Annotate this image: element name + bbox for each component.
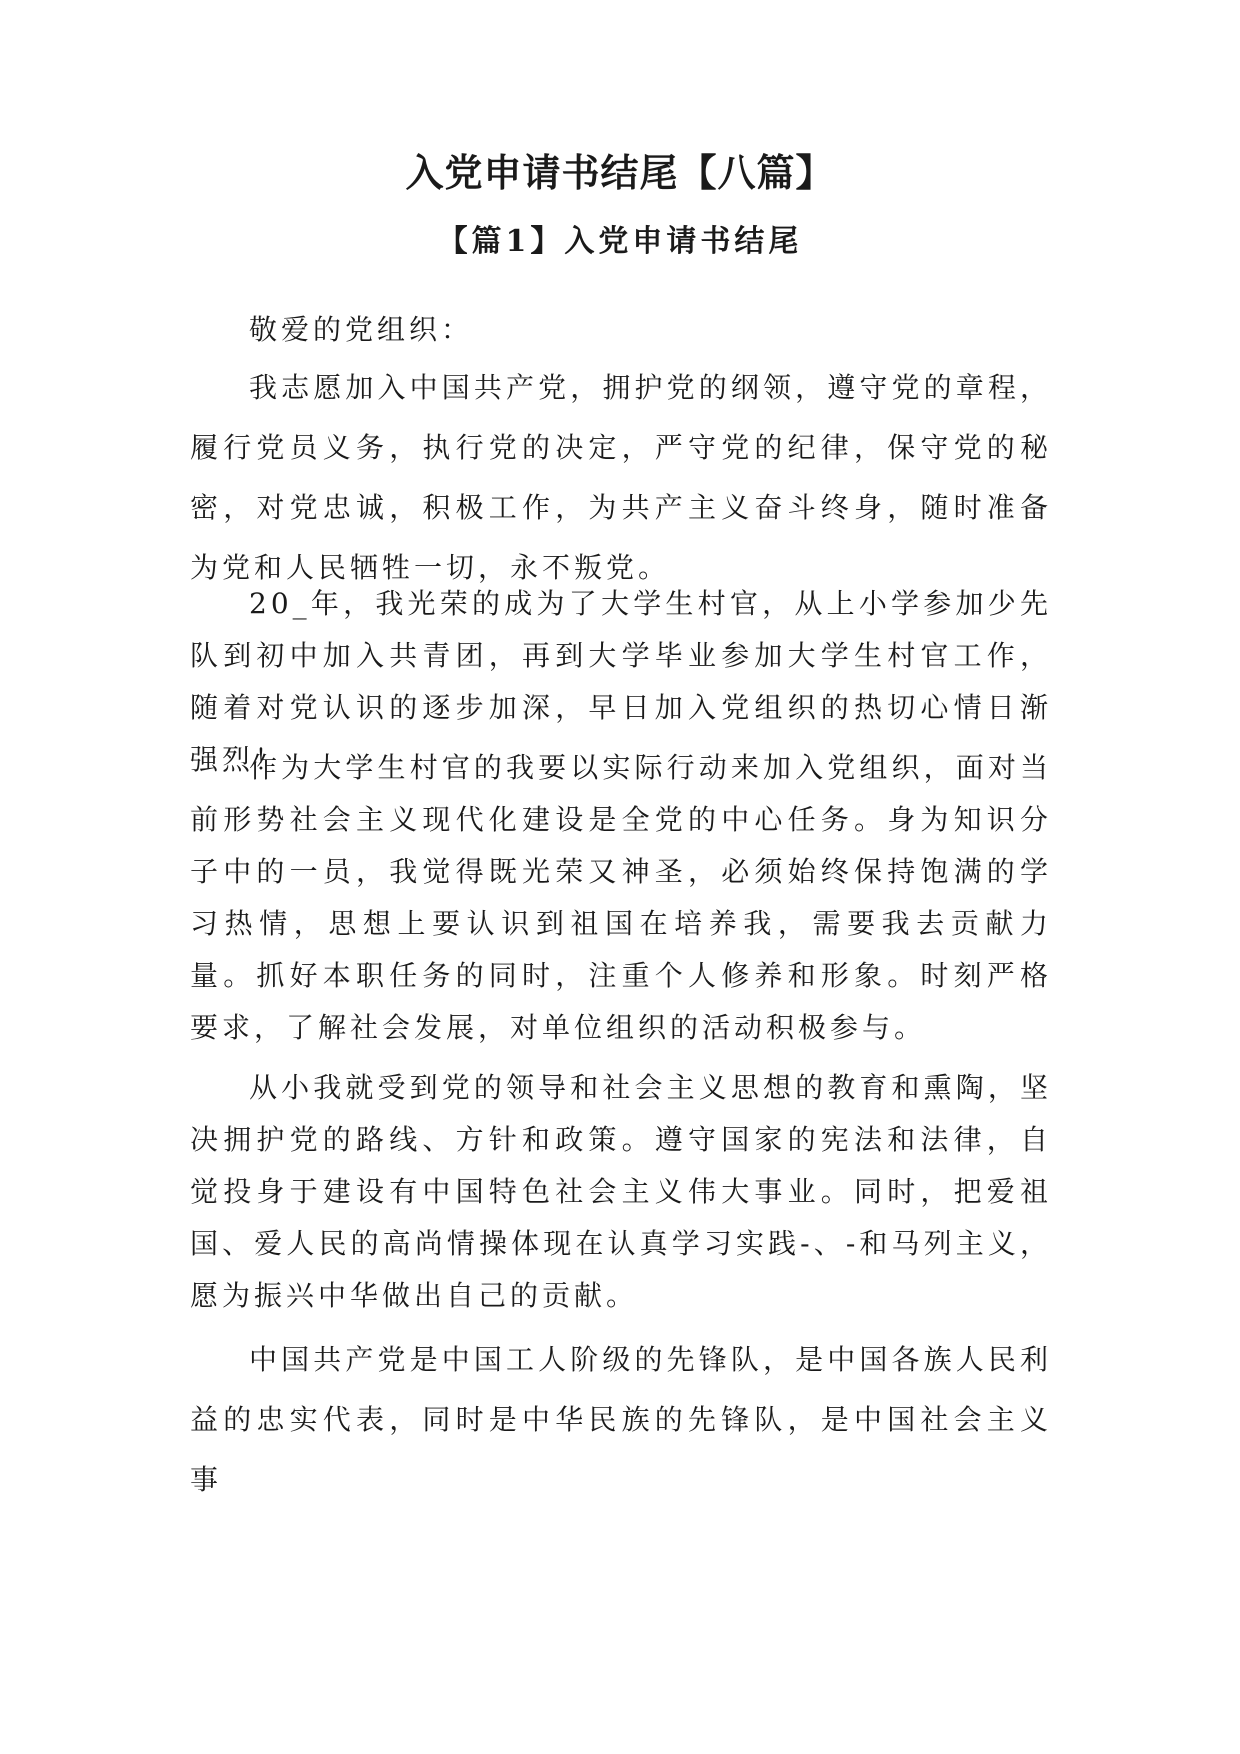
paragraph-5: 中国共产党是中国工人阶级的先锋队，是中国各族人民利益的忠实代表，同时是中华民族的先锋队，是中国社会主义事 bbox=[190, 1343, 1052, 1496]
paragraph-3: 作为大学生村官的我要以实际行动来加入党组织，面对当前形势社会主义现代化建设是全党的中心任务。身为知识分子中的一员，我觉得既光荣又神圣，必须始终保持饱满的学习热情，思想上要认识到祖国在培养我，需要我去贡献力量。抓好本职任务的同时，注重个人修养和形象。时刻严格要求，了解社会发展，对单位组织的活动积极参与。 bbox=[190, 751, 1052, 1044]
paragraph-2: 20_年，我光荣的成为了大学生村官，从上小学参加少先队到初中加入共青团，再到大学毕业参加大学生村官工作，随着对党认识的逐步加深，早日加入党组织的热切心情日渐强烈！ bbox=[190, 587, 1052, 776]
section-heading: 【篇1】入党申请书结尾 bbox=[437, 224, 803, 259]
document-title: 入党申请书结尾【八篇】 bbox=[405, 151, 835, 195]
salutation: 敬爱的党组织： bbox=[249, 313, 474, 346]
paragraph-4: 从小我就受到党的领导和社会主义思想的教育和熏陶，坚决拥护党的路线、方针和政策。遵守国家的宪法和法律，自觉投身于建设有中国特色社会主义伟大事业。同时，把爱祖国、爱人民的高尚情操体现在认真学习实践-、-和马列主义，愿为振兴中华做出自己的贡献。 bbox=[190, 1071, 1052, 1312]
paragraph-1: 我志愿加入中国共产党，拥护党的纲领，遵守党的章程，履行党员义务，执行党的决定，严守党的纪律，保守党的秘密，对党忠诚，积极工作，为共产主义奋斗终身，随时准备为党和人民牺牲一切，永不叛党。 bbox=[190, 371, 1052, 584]
